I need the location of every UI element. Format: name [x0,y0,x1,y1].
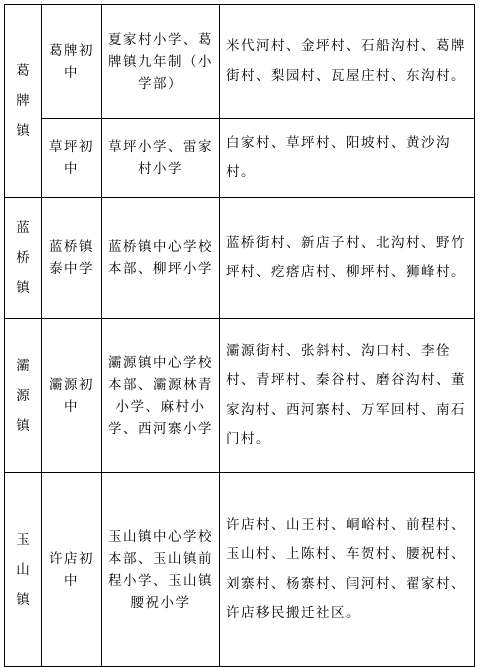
middle-school-cell: 许店初中 [42,473,102,667]
table-row [5,319,475,473]
town-cell [5,198,42,319]
table-row [5,5,475,119]
town-name: 玉山镇 [16,531,32,608]
villages-cell: 许店村、山王村、峒峪村、前程村、玉山村、上陈村、车贺村、腰祝村、刘寨村、杨寨村、闫河村、翟家村、许店移民搬迁社区。 [220,473,475,667]
table-row [5,119,475,198]
town-cell [5,319,42,473]
primary-school-cell: 玉山镇中心学校本部、玉山镇前程小学、玉山镇腰祝小学 [102,473,220,667]
town-name: 葛牌镇 [16,63,32,139]
table-row [5,198,475,319]
town-cell [5,5,42,198]
primary-school-cell: 灞源镇中心学校本部、灞源林青小学、麻村小学、西河寨小学 [102,319,220,473]
middle-school-cell: 蓝桥镇泰中学 [42,198,102,319]
primary-school-cell: 草坪小学、雷家村小学 [102,119,220,198]
town-name: 灞源镇 [16,357,32,434]
town-cell [5,473,42,667]
middle-school-cell: 草坪初中 [42,119,102,198]
middle-school-cell: 葛牌初中 [42,5,102,119]
town-name: 蓝桥镇 [16,220,32,296]
villages-cell: 蓝桥街村、新店子村、北沟村、野竹坪村、疙瘩店村、柳坪村、狮峰村。 [220,198,475,319]
primary-school-cell: 夏家村小学、葛牌镇九年制（小学部） [102,5,220,119]
primary-school-cell: 蓝桥镇中心学校本部、柳坪小学 [102,198,220,319]
villages-cell: 灞源街村、张斜村、沟口村、李佺村、青坪村、秦谷村、磨谷沟村、董家沟村、西河寨村、万军回村、南石门村。 [220,319,475,473]
school-district-table [4,4,475,667]
table-row [5,473,475,667]
middle-school-cell: 灞源初中 [42,319,102,473]
villages-cell: 白家村、草坪村、阳坡村、黄沙沟村。 [220,119,475,198]
villages-cell: 米代河村、金坪村、石船沟村、葛牌街村、梨园村、瓦屋庄村、东沟村。 [220,5,475,119]
